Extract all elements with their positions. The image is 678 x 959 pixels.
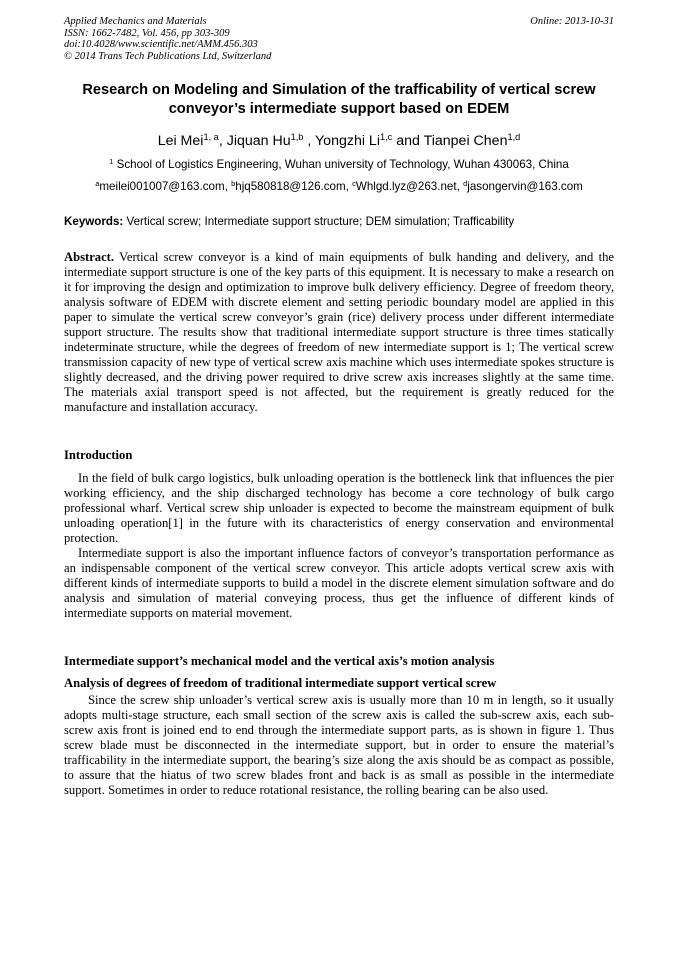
abstract-label: Abstract. [64, 250, 115, 264]
author-name: Lei Mei [157, 133, 204, 149]
email-address[interactable]: meilei001007@163.com [99, 180, 225, 193]
email-separator: , [224, 180, 232, 193]
email-address[interactable]: Whlgd.lyz@263.net [355, 180, 457, 193]
author-name: Tianpei Chen [423, 133, 508, 149]
introduction-body [64, 471, 614, 621]
author-separator: and [392, 133, 424, 149]
email-address[interactable]: jasongervin@163.com [467, 180, 583, 193]
author-separator: , [218, 133, 227, 149]
author-affil-marker: 1,b [290, 131, 304, 142]
email-list [64, 179, 614, 194]
author-affil-marker: 1, a [203, 131, 219, 142]
section-heading: Intermediate support’s mechanical model and the vertical axis’s motion analysis [64, 654, 495, 668]
paragraph: Intermediate support is also the important influence factors of conveyor’s transportation performance as an indispensable component of the vertical screw conveyor. This article adopts vertical screw axis with different kinds of intermediate supports to build a model in the discrete element simulation software and do analysis and simulation of material conveying process, thus get the influence of different kinds of intermediate supports on material movement. [64, 546, 614, 620]
issn-line: ISSN: 1662-7482, Vol. 456, pp 303-309 [64, 27, 230, 39]
author-separator: , [303, 133, 316, 149]
email-separator: , [345, 180, 353, 193]
email-marker: d [463, 178, 468, 188]
email-separator: , [456, 180, 464, 193]
keywords [64, 214, 614, 229]
affiliation [64, 157, 614, 172]
paragraph: Since the screw ship unloader’s vertical screw axis is usually more than 10 m in length, so it usually adopts multi-stage structure, each small section of the screw axis is called the sub-screw axis, each sub-screw axis front is joined end to end through the intermediate support parts, as is shown in figure 1. Thus screw blade must be disconnected in the intermediate support, but in order to ensure the material’s trafficability in the intermediate support, the bearing’s size along the axis should be as compact as possible, to assure that the hiatus of two screw blades front and back is as small as possible in the intermediate support. Sometimes in order to reduce rotational resistance, the rolling bearing can be also used. [64, 693, 614, 797]
email-address[interactable]: hjq580818@126.com [235, 180, 346, 193]
online-date: Online: 2013-10-31 [530, 16, 614, 27]
paragraph: In the field of bulk cargo logistics, bulk unloading operation is the bottleneck link that influences the pier working efficiency, and the ship discharged technology has become a core technology of bulk cargo professional wharf. Vertical screw ship unloader is expected to become the mainstream equipment of bulk unloading operation[1] in the future with its characteristics of energy conservation and environmental protection. [64, 471, 614, 545]
doi-line: doi:10.4028/www.scientific.net/AMM.456.303 [64, 39, 258, 50]
author-affil-marker: 1,d [507, 131, 521, 142]
copyright-line: © 2014 Trans Tech Publications Ltd, Switzerland [64, 50, 272, 62]
email-marker: a [95, 178, 100, 188]
subsection-heading: Analysis of degrees of freedom of traditional intermediate support vertical screw [64, 676, 497, 690]
section-body [64, 693, 614, 798]
introduction-heading: Introduction [64, 448, 133, 462]
abstract-text: Vertical screw conveyor is a kind of main equipments of bulk handing and delivery, and the intermediate support structure is one of the key parts of this equipment. It is necessary to make a research on it for improving the design and optimization to improve bulk delivery efficiency. Degree of freedom theory, analysis software of EDEM with discrete element and setting periodic boundary model are applied in this paper to simulate the vertical screw conveyor’s grain (rice) delivery process under different intermediate support structure. The results show that traditional intermediate support structure is three times statically indeterminate structure, while the degrees of freedom of new intermediate support is 1; The vertical screw transmission capacity of new type of vertical screw axis machine which uses intermediate spokes structure is slightly decreased, and the driving power required to drive screw axis increases slightly at the same time. The materials axial transport speed is not affected, but the requirement is greatly reduced for the manufacture and installation accuracy. [64, 250, 615, 414]
author-list [64, 132, 614, 150]
email-marker: b [231, 178, 236, 188]
affiliation-text: School of Logistics Engineering, Wuhan university of Technology, Wuhan 430063, China [116, 158, 569, 171]
keywords-text: Vertical screw; Intermediate support structure; DEM simulation; Trafficability [126, 215, 515, 228]
journal-name: Applied Mechanics and Materials [64, 16, 207, 27]
email-marker: c [352, 178, 356, 188]
keywords-label: Keywords: [64, 215, 124, 228]
paper-title: Research on Modeling and Simulation of the trafficability of vertical screw conveyor’s intermediate support based on EDEM [82, 82, 596, 117]
affiliation-marker: 1 [109, 156, 114, 166]
author-affil-marker: 1,c [379, 131, 393, 142]
journal-header [64, 16, 271, 62]
author-name: Yongzhi Li [315, 133, 380, 149]
author-name: Jiquan Hu [226, 133, 291, 149]
abstract [64, 250, 614, 415]
